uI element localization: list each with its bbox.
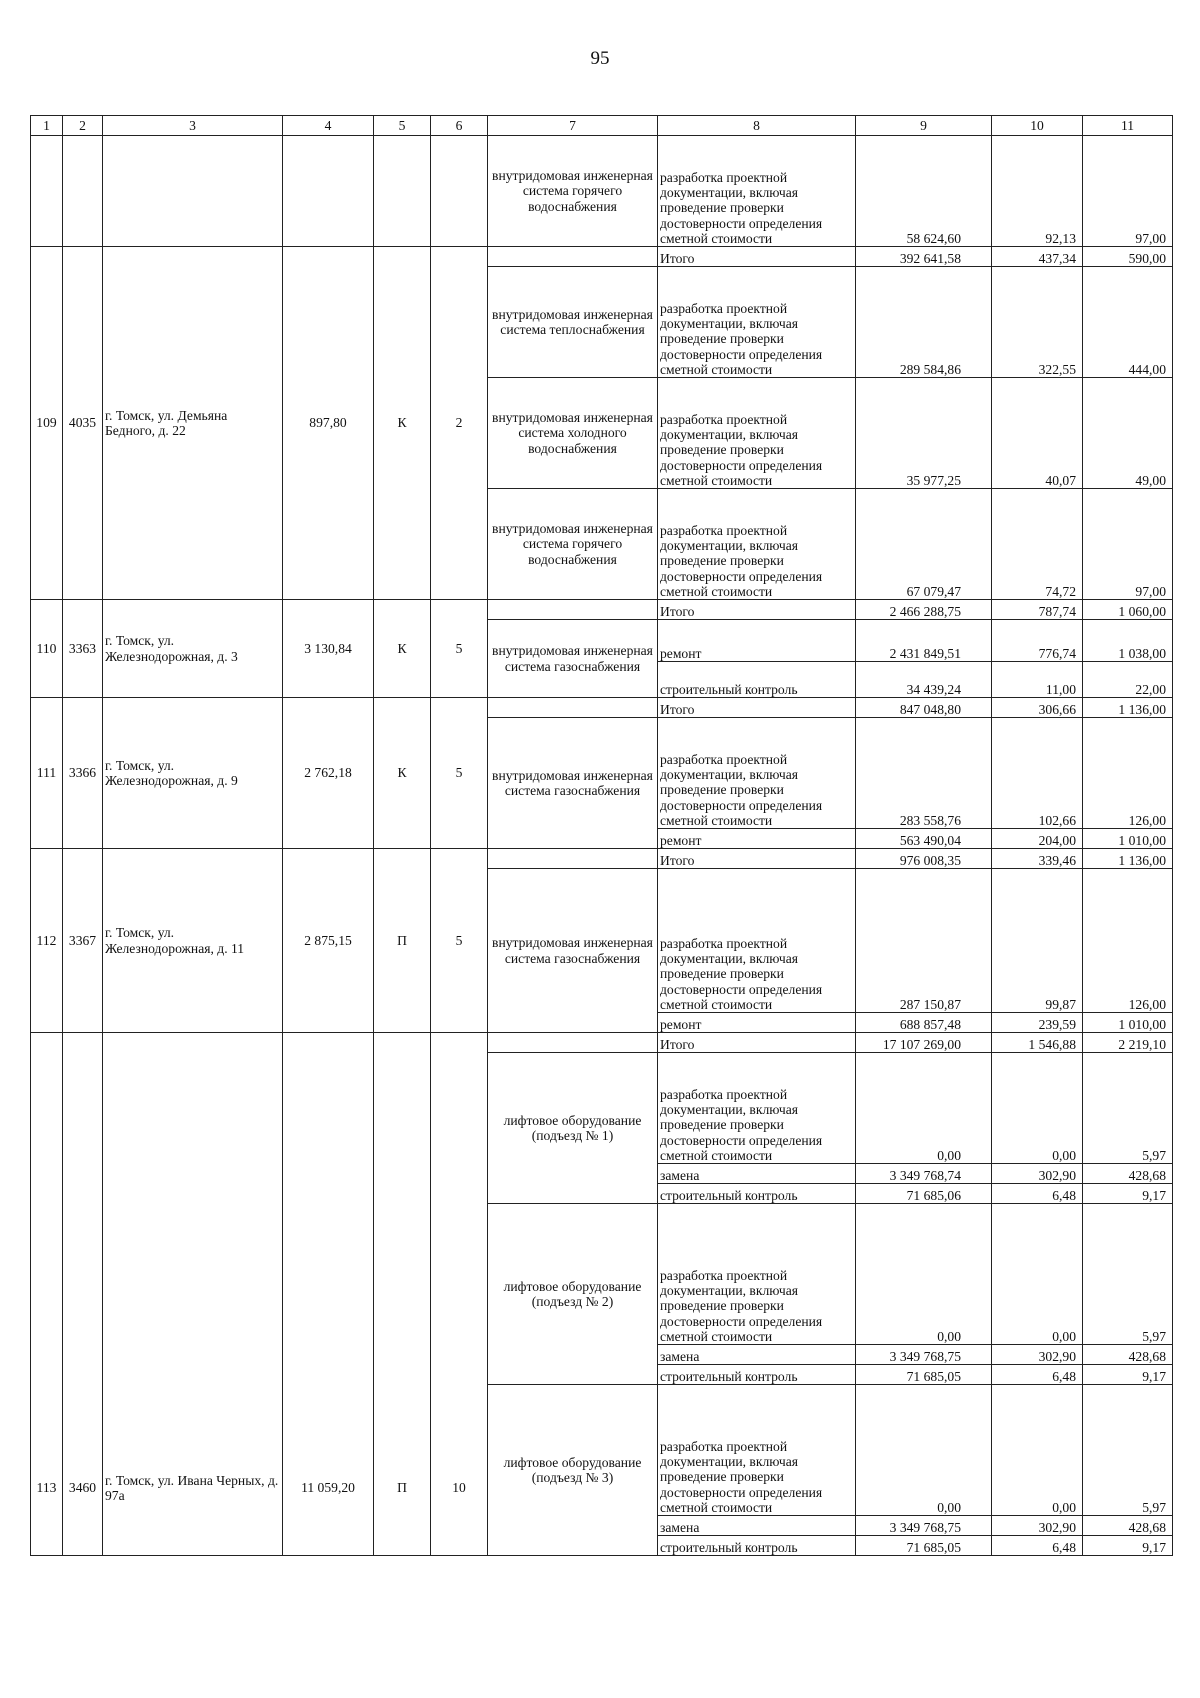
total-cost: 847 048,80 xyxy=(856,698,992,718)
table-row xyxy=(31,600,1173,620)
empty-cell xyxy=(283,136,374,247)
total-label: Итого xyxy=(658,600,856,620)
total-unit-cost: 787,74 xyxy=(992,600,1083,620)
cost-value: 3 349 768,75 xyxy=(856,1516,992,1536)
table-row xyxy=(31,849,1173,869)
column-number: 11 xyxy=(1083,116,1173,136)
house-address: г. Томск, ул. Железнодорожная, д. 9 xyxy=(103,698,283,849)
unit-cost-value: 99,87 xyxy=(992,869,1083,1013)
limit-value: 49,00 xyxy=(1083,378,1173,489)
engineering-system: внутридомовая инженерная система газоснабжения xyxy=(488,620,658,698)
cost-value: 0,00 xyxy=(856,1204,992,1345)
unit-cost-value: 11,00 xyxy=(992,662,1083,698)
unit-cost-value: 302,90 xyxy=(992,1164,1083,1184)
column-number: 9 xyxy=(856,116,992,136)
table-row xyxy=(31,1033,1173,1053)
cost-value: 67 079,47 xyxy=(856,489,992,600)
unit-cost-value: 102,66 xyxy=(992,718,1083,829)
empty-cell xyxy=(488,698,658,718)
house-code: 4035 xyxy=(63,247,103,600)
total-unit-cost: 339,46 xyxy=(992,849,1083,869)
row-number: 111 xyxy=(31,698,63,849)
limit-value: 1 010,00 xyxy=(1083,1013,1173,1033)
limit-value: 9,17 xyxy=(1083,1536,1173,1556)
table-row xyxy=(31,136,1173,247)
cost-value: 34 439,24 xyxy=(856,662,992,698)
engineering-system: внутридомовая инженерная система теплоснабжения xyxy=(488,267,658,378)
house-area: 2 762,18 xyxy=(283,698,374,849)
work-type: ремонт xyxy=(658,620,856,662)
row-number: 110 xyxy=(31,600,63,698)
row-number: 112 xyxy=(31,849,63,1033)
limit-value: 97,00 xyxy=(1083,136,1173,247)
limit-value: 444,00 xyxy=(1083,267,1173,378)
limit-value: 9,17 xyxy=(1083,1184,1173,1204)
page-number: 95 xyxy=(590,48,610,69)
column-number-row xyxy=(31,116,1173,136)
work-type: ремонт xyxy=(658,829,856,849)
unit-cost-value: 40,07 xyxy=(992,378,1083,489)
column-number: 4 xyxy=(283,116,374,136)
empty-cell xyxy=(488,600,658,620)
house-area: 897,80 xyxy=(283,247,374,600)
unit-cost-value: 74,72 xyxy=(992,489,1083,600)
engineering-system: лифтовое оборудование (подъезд № 1) xyxy=(488,1053,658,1204)
cost-value: 3 349 768,75 xyxy=(856,1345,992,1365)
cost-value: 563 490,04 xyxy=(856,829,992,849)
work-type: разработка проектной документации, включая проведение проверки достоверности определения сметной стоимости xyxy=(658,1385,856,1516)
work-type: строительный контроль xyxy=(658,1184,856,1204)
engineering-system: внутридомовая инженерная система газоснабжения xyxy=(488,718,658,849)
column-number: 2 xyxy=(63,116,103,136)
house-code: 3366 xyxy=(63,698,103,849)
total-cost: 976 008,35 xyxy=(856,849,992,869)
total-unit-cost: 306,66 xyxy=(992,698,1083,718)
engineering-system: внутридомовая инженерная система газоснабжения xyxy=(488,869,658,1033)
engineering-system: лифтовое оборудование (подъезд № 3) xyxy=(488,1385,658,1556)
empty-cell xyxy=(488,1033,658,1053)
work-type: разработка проектной документации, включая проведение проверки достоверности определения сметной стоимости xyxy=(658,718,856,829)
limit-value: 126,00 xyxy=(1083,718,1173,829)
unit-cost-value: 302,90 xyxy=(992,1345,1083,1365)
work-type: разработка проектной документации, включая проведение проверки достоверности определения сметной стоимости xyxy=(658,1204,856,1345)
cost-value: 2 431 849,51 xyxy=(856,620,992,662)
limit-value: 5,97 xyxy=(1083,1204,1173,1345)
work-type: замена xyxy=(658,1164,856,1184)
house-area: 11 059,20 xyxy=(283,1033,374,1556)
empty-cell xyxy=(31,136,63,247)
total-unit-cost: 1 546,88 xyxy=(992,1033,1083,1053)
limit-value: 22,00 xyxy=(1083,662,1173,698)
empty-cell xyxy=(103,136,283,247)
unit-cost-value: 302,90 xyxy=(992,1516,1083,1536)
empty-cell xyxy=(488,247,658,267)
cost-value: 71 685,05 xyxy=(856,1536,992,1556)
work-type: разработка проектной документации, включая проведение проверки достоверности определения сметной стоимости xyxy=(658,489,856,600)
unit-cost-value: 6,48 xyxy=(992,1365,1083,1385)
column-number: 3 xyxy=(103,116,283,136)
floors: 5 xyxy=(431,600,488,698)
material-code: К xyxy=(374,247,431,600)
unit-cost-value: 6,48 xyxy=(992,1536,1083,1556)
material-code: К xyxy=(374,698,431,849)
unit-cost-value: 6,48 xyxy=(992,1184,1083,1204)
column-number: 5 xyxy=(374,116,431,136)
column-number: 10 xyxy=(992,116,1083,136)
work-type: разработка проектной документации, включая проведение проверки достоверности определения сметной стоимости xyxy=(658,869,856,1013)
limit-value: 1 038,00 xyxy=(1083,620,1173,662)
work-type: разработка проектной документации, включая проведение проверки достоверности определения сметной стоимости xyxy=(658,1053,856,1164)
engineering-system: внутридомовая инженерная система горячего водоснабжения xyxy=(488,489,658,600)
house-code: 3460 xyxy=(63,1033,103,1556)
total-cost: 17 107 269,00 xyxy=(856,1033,992,1053)
unit-cost-value: 0,00 xyxy=(992,1385,1083,1516)
engineering-system: внутридомовая инженерная система горячего водоснабжения xyxy=(488,136,658,247)
work-type: строительный контроль xyxy=(658,1365,856,1385)
house-area: 3 130,84 xyxy=(283,600,374,698)
limit-value: 1 010,00 xyxy=(1083,829,1173,849)
work-type: ремонт xyxy=(658,1013,856,1033)
house-address: г. Томск, ул. Железнодорожная, д. 3 xyxy=(103,600,283,698)
limit-value: 126,00 xyxy=(1083,869,1173,1013)
cost-value: 283 558,76 xyxy=(856,718,992,829)
unit-cost-value: 239,59 xyxy=(992,1013,1083,1033)
work-type: разработка проектной документации, включая проведение проверки достоверности определения сметной стоимости xyxy=(658,267,856,378)
total-limit: 1 136,00 xyxy=(1083,849,1173,869)
table-row xyxy=(31,247,1173,267)
column-number: 7 xyxy=(488,116,658,136)
work-type: строительный контроль xyxy=(658,662,856,698)
work-type: строительный контроль xyxy=(658,1536,856,1556)
total-limit: 2 219,10 xyxy=(1083,1033,1173,1053)
limit-value: 5,97 xyxy=(1083,1385,1173,1516)
unit-cost-value: 92,13 xyxy=(992,136,1083,247)
house-address: г. Томск, ул. Железнодорожная, д. 11 xyxy=(103,849,283,1033)
empty-cell xyxy=(431,136,488,247)
limit-value: 97,00 xyxy=(1083,489,1173,600)
floors: 2 xyxy=(431,247,488,600)
cost-value: 3 349 768,74 xyxy=(856,1164,992,1184)
house-address: г. Томск, ул. Демьяна Бедного, д. 22 xyxy=(103,247,283,600)
cost-value: 289 584,86 xyxy=(856,267,992,378)
column-number: 8 xyxy=(658,116,856,136)
empty-cell xyxy=(488,849,658,869)
floors: 10 xyxy=(431,1033,488,1556)
engineering-system: внутридомовая инженерная система холодного водоснабжения xyxy=(488,378,658,489)
engineering-system: лифтовое оборудование (подъезд № 2) xyxy=(488,1204,658,1385)
house-code: 3363 xyxy=(63,600,103,698)
total-limit: 1 060,00 xyxy=(1083,600,1173,620)
work-type: замена xyxy=(658,1345,856,1365)
total-cost: 2 466 288,75 xyxy=(856,600,992,620)
house-area: 2 875,15 xyxy=(283,849,374,1033)
limit-value: 428,68 xyxy=(1083,1516,1173,1536)
limit-value: 5,97 xyxy=(1083,1053,1173,1164)
empty-cell xyxy=(374,136,431,247)
work-type: разработка проектной документации, включая проведение проверки достоверности определения сметной стоимости xyxy=(658,378,856,489)
total-label: Итого xyxy=(658,698,856,718)
row-number: 109 xyxy=(31,247,63,600)
total-label: Итого xyxy=(658,1033,856,1053)
material-code: П xyxy=(374,849,431,1033)
unit-cost-value: 776,74 xyxy=(992,620,1083,662)
table-row xyxy=(31,698,1173,718)
house-address: г. Томск, ул. Ивана Черных, д. 97а xyxy=(103,1033,283,1556)
unit-cost-value: 0,00 xyxy=(992,1053,1083,1164)
total-label: Итого xyxy=(658,849,856,869)
house-code: 3367 xyxy=(63,849,103,1033)
cost-value: 0,00 xyxy=(856,1385,992,1516)
cost-value: 0,00 xyxy=(856,1053,992,1164)
total-label: Итого xyxy=(658,247,856,267)
total-limit: 1 136,00 xyxy=(1083,698,1173,718)
cost-value: 35 977,25 xyxy=(856,378,992,489)
unit-cost-value: 322,55 xyxy=(992,267,1083,378)
limit-value: 428,68 xyxy=(1083,1164,1173,1184)
row-number: 113 xyxy=(31,1033,63,1556)
limit-value: 428,68 xyxy=(1083,1345,1173,1365)
work-type: разработка проектной документации, включая проведение проверки достоверности определения сметной стоимости xyxy=(658,136,856,247)
column-number: 6 xyxy=(431,116,488,136)
floors: 5 xyxy=(431,698,488,849)
floors: 5 xyxy=(431,849,488,1033)
material-code: П xyxy=(374,1033,431,1556)
cost-value: 287 150,87 xyxy=(856,869,992,1013)
cost-value: 58 624,60 xyxy=(856,136,992,247)
limit-value: 9,17 xyxy=(1083,1365,1173,1385)
unit-cost-value: 0,00 xyxy=(992,1204,1083,1345)
column-number: 1 xyxy=(31,116,63,136)
unit-cost-value: 204,00 xyxy=(992,829,1083,849)
material-code: К xyxy=(374,600,431,698)
cost-value: 688 857,48 xyxy=(856,1013,992,1033)
total-limit: 590,00 xyxy=(1083,247,1173,267)
empty-cell xyxy=(63,136,103,247)
cost-value: 71 685,05 xyxy=(856,1365,992,1385)
work-type: замена xyxy=(658,1516,856,1536)
total-cost: 392 641,58 xyxy=(856,247,992,267)
repair-schedule-table xyxy=(30,115,1173,1556)
total-unit-cost: 437,34 xyxy=(992,247,1083,267)
cost-value: 71 685,06 xyxy=(856,1184,992,1204)
